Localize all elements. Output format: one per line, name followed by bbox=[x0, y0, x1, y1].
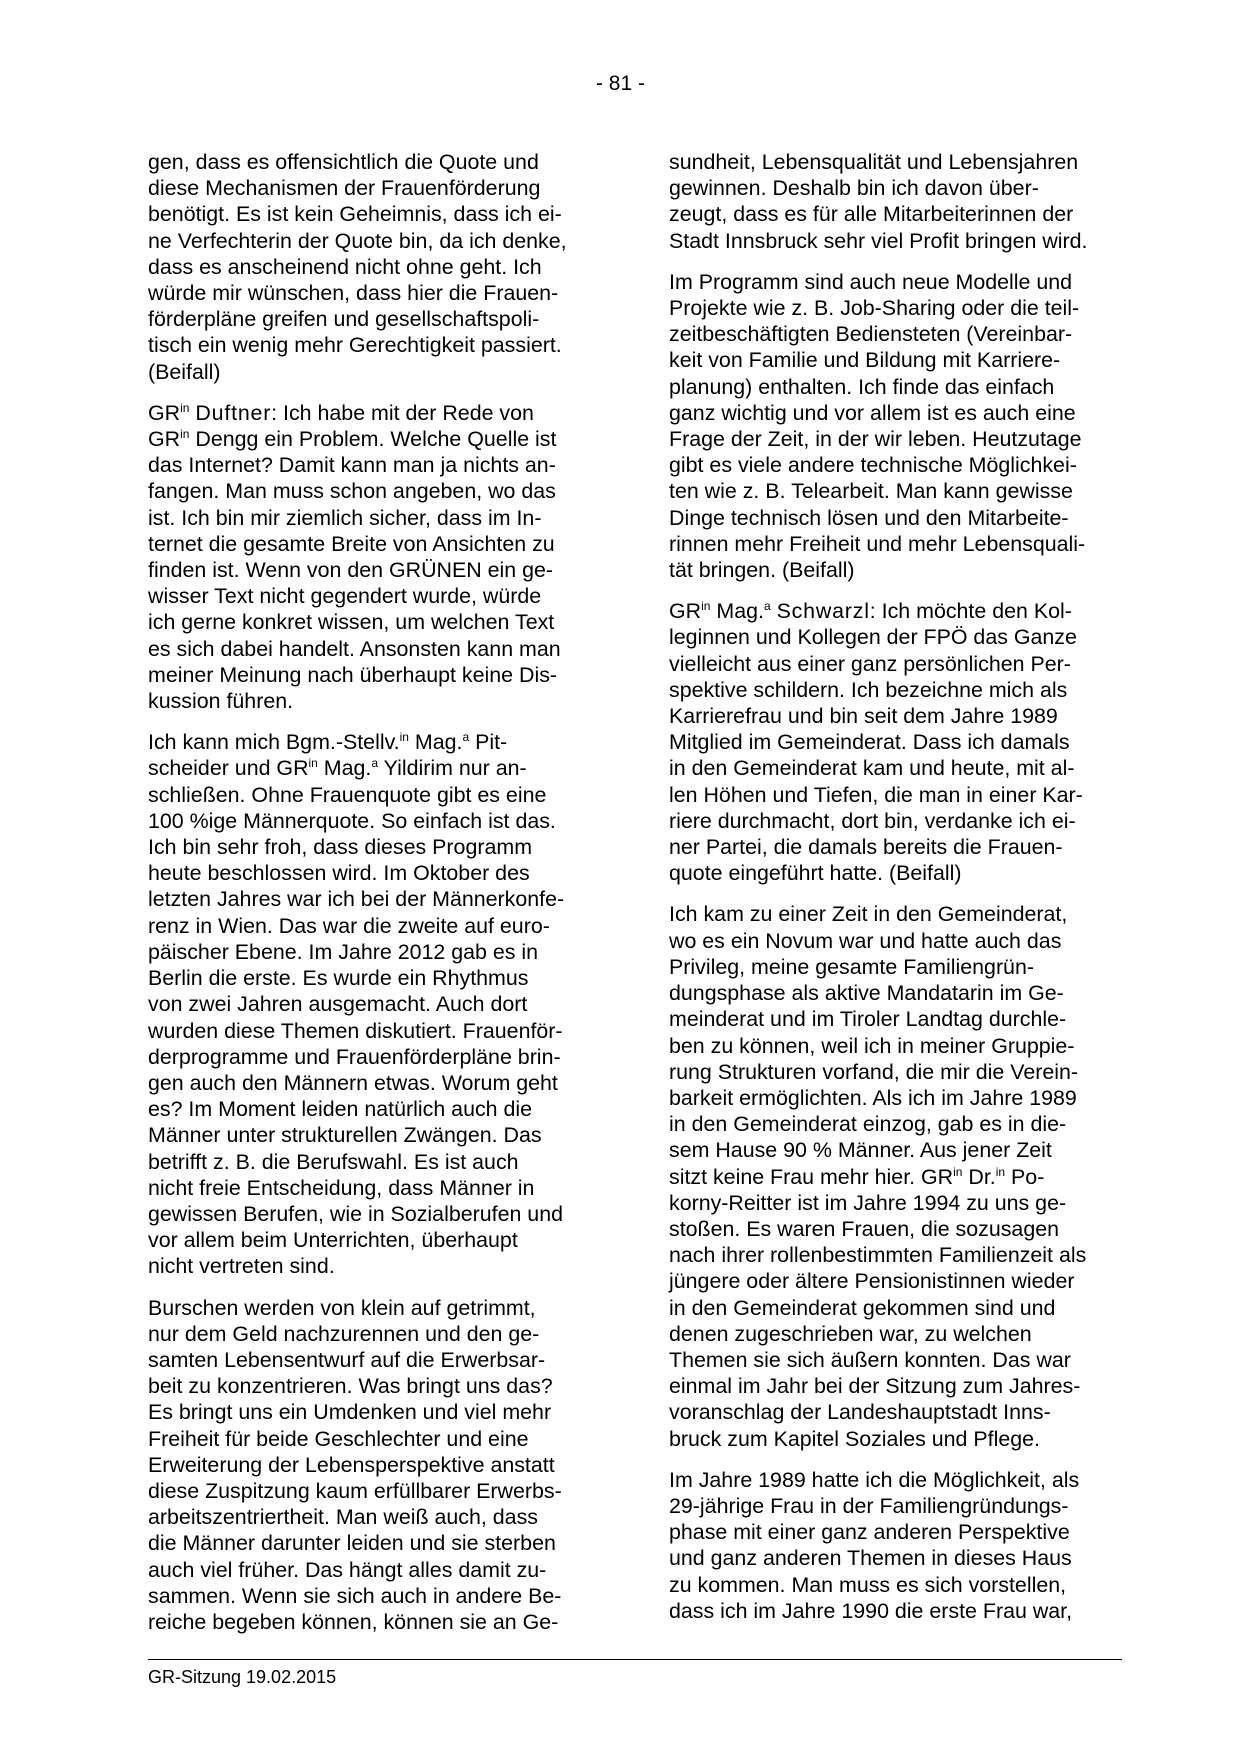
text: Pit- scheider und GR bbox=[148, 730, 508, 781]
text: Mag. bbox=[317, 756, 372, 781]
superscript: in bbox=[308, 756, 318, 771]
superscript: a bbox=[371, 756, 379, 771]
text: Mag. bbox=[710, 599, 764, 624]
superscript: in bbox=[180, 427, 190, 442]
paragraph-duftner bbox=[148, 400, 596, 714]
text: Mag. bbox=[408, 730, 463, 755]
paragraph: Burschen werden von klein auf getrimmt, nur dem Geld nachzurennen und den ge- samten Lebensentwurf auf die Erwerbsar- beit zu konzentrieren. Was bringt uns das? Es bringt uns ein Umdenken und viel mehr Freiheit für beide Geschlechter und eine Erweiterung der Lebensperspektive anstatt diese Zuspitzung kaum erfüllbarer Erwerbs- arbeitszentriertheit. Man weiß auch, dass die Männer darunter leiden und sie sterben auch viel früher. Das hängt alles damit zu- sammen. Wenn sie sich auch in andere Be- reiche begeben können, können sie an Ge- bbox=[148, 1295, 562, 1634]
superscript: in bbox=[701, 599, 711, 614]
paragraph-schwarzl bbox=[669, 598, 1117, 886]
footer-session-date: GR-Sitzung 19.02.2015 bbox=[148, 1667, 337, 1687]
paragraph bbox=[669, 901, 1117, 1451]
text: Po- korny-Reitter ist im Jahre 1994 zu uns ge- stoßen. Es waren Frauen, die sozusagen nach ihrer rollenbestimmten Familienzeit als jüngere oder ältere Pensionistinnen wieder in den Gemeinderat gekommen sind und denen zugeschrieben war, zu welchen Themen sie sich äußern konnten. Das war einmal im Jahr bei der Sitzung zum Jahres- voranschlag der Landeshauptstadt Inns- bruck zum Kapitel Soziales und Pflege. bbox=[669, 1164, 1087, 1451]
text: Dr. bbox=[962, 1164, 996, 1189]
left-column bbox=[148, 149, 596, 1650]
text: : Ich habe mit der Rede von bbox=[271, 400, 534, 425]
superscript: in bbox=[180, 400, 190, 415]
text: Ich kann mich Bgm.-Stellv. bbox=[148, 730, 400, 755]
superscript: in bbox=[399, 730, 409, 745]
superscript: a bbox=[462, 730, 470, 745]
title-gr: GR bbox=[148, 427, 181, 452]
superscript: in bbox=[995, 1164, 1006, 1179]
paragraph bbox=[148, 729, 596, 1279]
paragraph: sundheit, Lebensqualität und Lebensjahren gewinnen. Deshalb bin ich davon über- zeugt, dass es für alle Mitarbeiterinnen der Stadt Innsbruck sehr viel Profit bringen wird. bbox=[669, 150, 1088, 253]
right-column bbox=[669, 149, 1117, 1639]
speaker-name: Schwarzl bbox=[776, 599, 870, 624]
text: Yildirim nur an- schließen. Ohne Frauenquote gibt es eine 100 %ige Männerquote. So einfach ist das. Ich bin sehr froh, dass dieses Programm heute beschlossen wird. Im Oktober des letzten Jahres war ich bei der Männerkonfe- renz in Wien. Das war die zweite auf euro- päischer Ebene. Im Jahre 2012 gab es in Berlin die erste. Es wurde ein Rhythmus von zwei Jahren ausgemacht. Auch dort wurden diese Themen diskutiert. Frauenför- derprogramme und Frauenförderpläne brin- gen auch den Männern etwas. Worum geht es? Im Moment leiden natürlich auch die Männer unter strukturellen Zwängen. Das betrifft z. B. die Berufswahl. Es ist auch nicht freie Entscheidung, dass Männer in gewissen Berufen, wie in Sozialberufen und vor allem beim Unterrichten, überhaupt nicht vertreten sind. bbox=[148, 756, 565, 1279]
superscript: a bbox=[763, 599, 771, 614]
footer-divider bbox=[148, 1659, 1122, 1660]
paragraph: Im Programm sind auch neue Modelle und Projekte wie z. B. Job-Sharing oder die teil- zeitbeschäftigten Bediensteten (Vereinbar- keit von Familie und Bildung mit Karriere- planung) enthalten. Ich finde das einfach ganz wichtig und vor allem ist es auch eine Frage der Zeit, in der wir leben. Heutzutage gibt es viele andere technische Möglichkei- ten wie z. B. Telearbeit. Man kann gewisse Dinge technisch lösen und den Mitarbeite- rinnen mehr Freiheit und mehr Lebensquali- tät bringen. (Beifall) bbox=[669, 269, 1086, 583]
superscript: in bbox=[953, 1164, 963, 1179]
text: : Ich möchte den Kol- leginnen und Kollegen der FPÖ das Ganze vielleicht aus einer ganz persönlichen Per- spektive schildern. Ich bezeichne mich als Karrierefrau und bin seit dem Jahre 1989 Mitglied im Gemeinderat. Dass ich damals in den Gemeinderat kam und heute, mit al- len Höhen und Tiefen, die man in einer Kar- riere durchmacht, dort bin, verdanke ich ei- ner Partei, die damals bereits die Frauen- quote eingeführt hatte. (Beifall) bbox=[669, 599, 1083, 886]
paragraph: gen, dass es offensichtlich die Quote und diese Mechanismen der Frauenförderung benötigt. Es ist kein Geheimnis, dass ich ei- ne Verfechterin der Quote bin, da ich denke, dass es anscheinend nicht ohne geht. Ich würde mir wünschen, dass hier die Frauen- förderpläne greifen und gesellschaftspoli- tisch ein wenig mehr Gerechtigkeit passiert. (Beifall) bbox=[148, 150, 567, 384]
speaker-name: Duftner bbox=[195, 400, 272, 425]
page-number: - 81 - bbox=[595, 72, 645, 95]
text: Dengg ein Problem. Welche Quelle ist das Internet? Damit kann man ja nichts an- fangen. Man muss schon angeben, wo das ist. Ich bin mir ziemlich sicher, dass im In- ternet die gesamte Breite von Ansichten zu finden ist. Wenn von den GRÜNEN ein ge- wisser Text nicht gegendert wurde, würde ich gerne konkret wissen, um welchen Text es sich dabei handelt. Ansonsten kann man meiner Meinung nach überhaupt keine Dis- kussion führen. bbox=[148, 427, 561, 714]
paragraph: Im Jahre 1989 hatte ich die Möglichkeit, als 29-jährige Frau in der Familiengründungs- phase mit einer ganz anderen Perspektive und ganz anderen Themen in dieses Haus zu kommen. Man muss es sich vorstellen, dass ich im Jahre 1990 die erste Frau war, bbox=[669, 1467, 1080, 1623]
text: Ich kam zu einer Zeit in den Gemeinderat, wo es ein Novum war und hatte auch das Privileg, meine gesamte Familiengrün- dungsphase als aktive Mandatarin im Ge- meinderat und im Tiroler Landtag durchle- ben zu können, weil ich in meiner Gruppie- rung Strukturen vorfand, die mir die Verein- barkeit ermöglichten. Als ich im Jahre 1989 in den Gemeinderat einzog, gab es in die- sem Hause 90 % Männer. Aus jener Zeit sitzt keine Frau mehr hier. GR bbox=[669, 902, 1079, 1189]
title-gr: GR bbox=[669, 599, 702, 624]
title-gr: GR bbox=[148, 400, 181, 425]
